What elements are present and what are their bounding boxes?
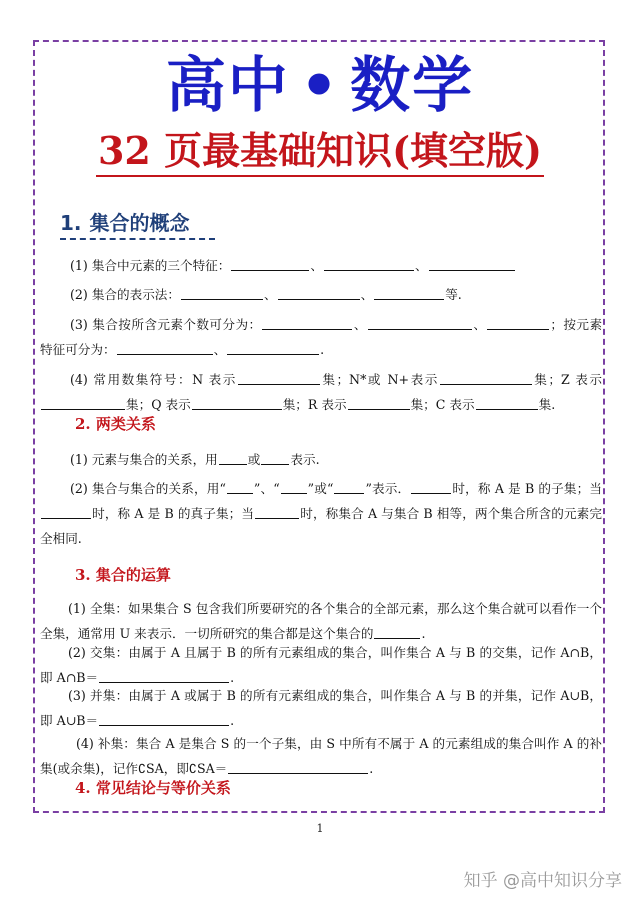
s2-item-2: (2) 集合与集合的关系，用“ ”、“ ”或“ ”表示． 时，称 A 是 B 的子集；当时，称 A 是 B 的真子集；当 时，称集合 A 与集合 B 相等，两个集合所含的元素完全相同.: [40, 481, 602, 546]
s3-item-4: (4) 补集：集合 A 是集合 S 的一个子集，由 S 中所有不属于 A 的元素组成的集合叫作 A 的补集(或余集)，记作∁SA，即∁SA＝ .: [40, 736, 602, 776]
section-heading-1: 1. 集合的概念: [60, 208, 190, 238]
s3-item-2: (2) 交集：由属于 A 且属于 B 的所有元素组成的集合，叫作集合 A 与 B 的交集，记作 A∩B，即 A∩B＝ .: [40, 645, 602, 685]
subtitle: 32 页最基础知识(填空版): [96, 128, 544, 177]
main-title: 高中 • 数学: [165, 51, 475, 121]
page-number: 1: [316, 822, 324, 835]
section-heading-3: 3. 集合的运算: [75, 566, 171, 584]
s1-item-4: (4) 常用数集符号：N 表示 集；N*或 N+表示 集；Z 表示集；Q 表示 集；R 表示 集；C 表示 集.: [40, 367, 602, 417]
section-heading-4: 4. 常见结论与等价关系: [75, 779, 231, 797]
watermark: 知乎 @高中知识分享: [463, 871, 622, 891]
s1-item-3: (3) 集合按所含元素个数可分为： 、 、 ；按元素特征可分为： 、 .: [40, 317, 603, 357]
s3-item-1: (1) 全集：如果集合 S 包含我们所要研究的各个集合的全部元素，那么这个集合就可以看作一个全集，通常用 U 来表示．一切所研究的集合都是这个集合的 .: [40, 601, 602, 641]
s1-item-1: (1) 集合中元素的三个特征： 、 、: [40, 253, 632, 278]
section-heading-2: 2. 两类关系: [75, 415, 156, 433]
s3-item-3: (3) 并集：由属于 A 或属于 B 的所有元素组成的集合，叫作集合 A 与 B 的并集，记作 A∪B，即 A∪B＝ .: [40, 688, 602, 728]
subtitle-wrap: [0, 128, 640, 177]
s1-item-2: (2) 集合的表示法： 、 、 等.: [70, 287, 462, 302]
s2-item-1: (1) 元素与集合的关系，用 或 表示.: [70, 452, 320, 467]
